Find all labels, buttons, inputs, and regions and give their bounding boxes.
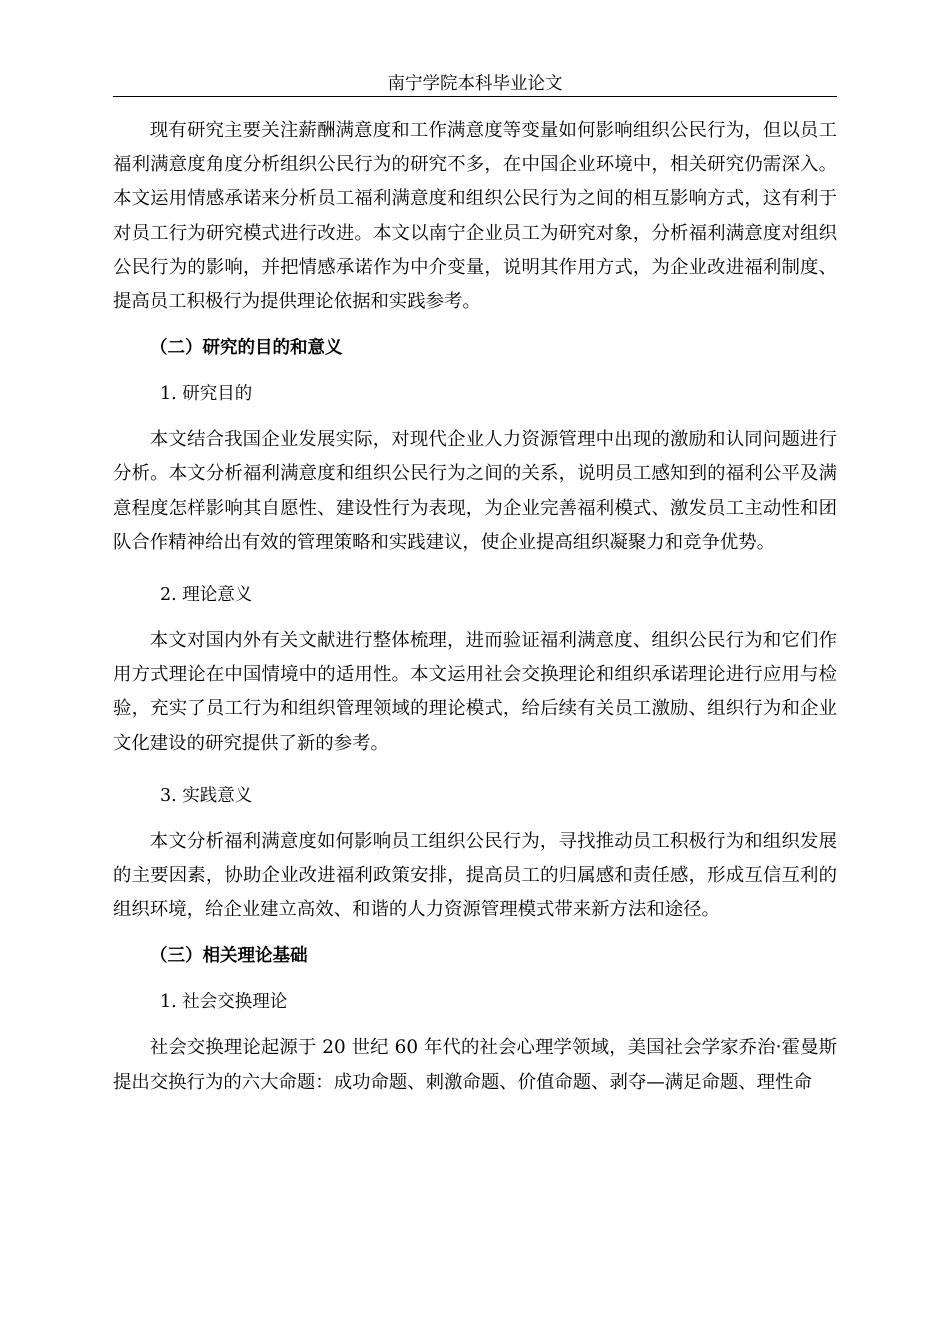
paragraph-research-purpose: 本文结合我国企业发展实际，对现代企业人力资源管理中出现的激励和认同问题进行分析。本文分析福利满意度和组织公民行为之间的关系，说明员工感知到的福利公平及满意程度怎样影响其自愿性、建设性行为表现，为企业完善福利模式、激发员工主动性和团队合作精神给出有效的管理策略和实践建议，使企业提高组织凝聚力和竞争优势。: [113, 429, 837, 553]
header-title: 南宁学院本科毕业论文: [387, 74, 563, 94]
subheading-social-exchange-theory: 1. 社会交换理论: [160, 992, 288, 1013]
paragraph-social-exchange-theory: 社会交换理论起源于 20 世纪 60 年代的社会心理学领域，美国社会学家乔治·霍曼斯提出交换行为的六大命题：成功命题、刺激命题、价值命题、剥夺—满足命题、理性命: [113, 1037, 837, 1093]
document-body: [113, 114, 837, 1100]
subheading-research-purpose: 1. 研究目的: [160, 384, 253, 405]
paragraph-theoretical-significance: 本文对国内外有关文献进行整体梳理，进而验证福利满意度、组织公民行为和它们作用方式理论在中国情境中的适用性。本文运用社会交换理论和组织承诺理论进行应用与检验，充实了员工行为和组织管理领域的理论模式，给后续有关员工激励、组织行为和企业文化建设的研究提供了新的参考。: [113, 630, 837, 754]
section-heading-purpose-significance: （二）研究的目的和意义: [150, 338, 343, 359]
subheading-theoretical-significance: 2. 理论意义: [160, 585, 253, 606]
header-rule: [113, 96, 837, 97]
paragraph-practical-significance: 本文分析福利满意度如何影响员工组织公民行为，寻找推动员工积极行为和组织发展的主要因素，协助企业改进福利政策安排，提高员工的归属感和责任感，形成互信互利的组织环境，给企业建立高效、和谐的人力资源管理模式带来新方法和途径。: [113, 830, 837, 921]
intro-paragraph: 现有研究主要关注薪酬满意度和工作满意度等变量如何影响组织公民行为，但以员工福利满意度角度分析组织公民行为的研究不多，在中国企业环境中，相关研究仍需深入。本文运用情感承诺来分析员工福利满意度和组织公民行为之间的相互影响方式，这有利于对员工行为研究模式进行改进。本文以南宁企业员工为研究对象，分析福利满意度对组织公民行为的影响，并把情感承诺作为中介变量，说明其作用方式，为企业改进福利制度、提高员工积极行为提供理论依据和实践参考。: [113, 120, 837, 313]
section-heading-theoretical-basis: （三）相关理论基础: [150, 946, 308, 967]
subheading-practical-significance: 3. 实践意义: [160, 785, 253, 806]
